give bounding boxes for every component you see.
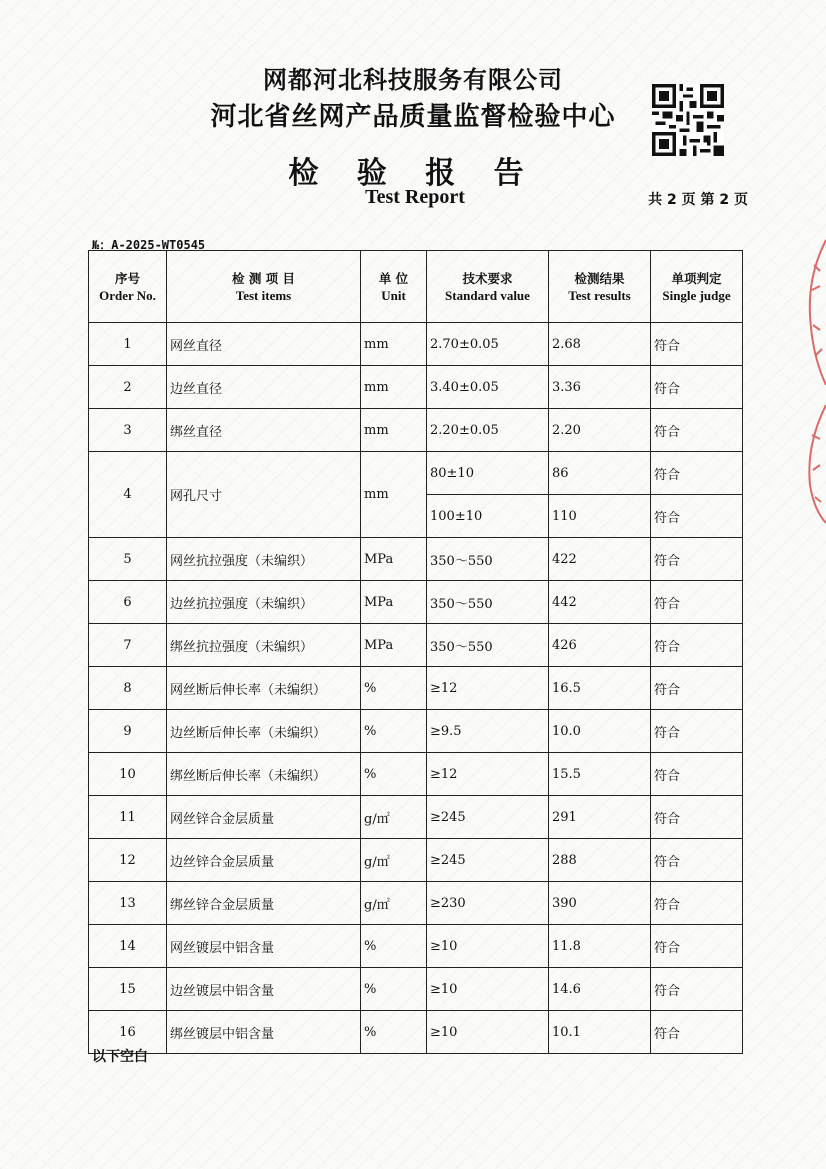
row-single-judge: 符合	[651, 409, 743, 452]
row-order-no: 3	[89, 409, 167, 452]
row-unit: mm	[361, 452, 427, 538]
table-body	[89, 323, 743, 1054]
report-title: 检 验 报 告	[288, 156, 538, 191]
row-standard-value: 350～550	[427, 624, 549, 667]
row-standard-value: 100±10	[427, 495, 549, 538]
row-single-judge: 符合	[651, 667, 743, 710]
table-row	[89, 753, 743, 796]
row-single-judge: 符合	[651, 796, 743, 839]
row-unit: mm	[361, 323, 427, 366]
row-standard-value: 3.40±0.05	[427, 366, 549, 409]
row-unit: %	[361, 753, 427, 796]
row-test-result: 86	[549, 452, 651, 495]
col-header-order: 序号 Order No.	[89, 251, 167, 323]
row-order-no: 16	[89, 1011, 167, 1054]
row-standard-value: ≥245	[427, 796, 549, 839]
row-single-judge: 符合	[651, 538, 743, 581]
row-test-result: 11.8	[549, 925, 651, 968]
report-number: №：A-2025-WT0545	[92, 238, 206, 252]
row-test-item: 边丝抗拉强度（未编织）	[167, 581, 361, 624]
table-row	[89, 1011, 743, 1054]
page-indicator: 共 2 页 第 2 页	[648, 192, 748, 208]
row-order-no: 5	[89, 538, 167, 581]
row-single-judge: 符合	[651, 366, 743, 409]
row-order-no: 13	[89, 882, 167, 925]
row-test-result: 426	[549, 624, 651, 667]
row-standard-value: 2.20±0.05	[427, 409, 549, 452]
row-test-result: 14.6	[549, 968, 651, 1011]
row-unit: %	[361, 968, 427, 1011]
row-unit: %	[361, 1011, 427, 1054]
row-single-judge: 符合	[651, 452, 743, 495]
row-unit: mm	[361, 366, 427, 409]
row-test-result: 110	[549, 495, 651, 538]
row-single-judge: 符合	[651, 710, 743, 753]
table-row	[89, 323, 743, 366]
table-row	[89, 710, 743, 753]
row-single-judge: 符合	[651, 1011, 743, 1054]
red-seal-stamp	[800, 235, 826, 525]
col-header-standard: 技术要求 Standard value	[427, 251, 549, 323]
row-unit: MPa	[361, 624, 427, 667]
table-row	[89, 581, 743, 624]
row-unit: g/㎡	[361, 839, 427, 882]
table-row	[89, 882, 743, 925]
row-standard-value: ≥245	[427, 839, 549, 882]
row-unit: %	[361, 710, 427, 753]
row-standard-value: ≥10	[427, 968, 549, 1011]
table-row	[89, 925, 743, 968]
table-row	[89, 839, 743, 882]
row-standard-value: 350～550	[427, 581, 549, 624]
row-test-result: 10.1	[549, 1011, 651, 1054]
row-test-result: 15.5	[549, 753, 651, 796]
row-single-judge: 符合	[651, 753, 743, 796]
col-header-unit: 单 位 Unit	[361, 251, 427, 323]
row-standard-value: 2.70±0.05	[427, 323, 549, 366]
row-order-no: 2	[89, 366, 167, 409]
row-order-no: 9	[89, 710, 167, 753]
row-test-item: 网丝抗拉强度（未编织）	[167, 538, 361, 581]
row-test-result: 288	[549, 839, 651, 882]
row-test-item: 网丝断后伸长率（未编织）	[167, 667, 361, 710]
table-row	[89, 968, 743, 1011]
table-row	[89, 366, 743, 409]
row-standard-value: ≥12	[427, 753, 549, 796]
row-order-no: 6	[89, 581, 167, 624]
table-row	[89, 667, 743, 710]
row-unit: %	[361, 667, 427, 710]
table-row	[89, 409, 743, 452]
row-order-no: 14	[89, 925, 167, 968]
row-order-no: 11	[89, 796, 167, 839]
row-single-judge: 符合	[651, 581, 743, 624]
report-title-en: Test Report	[365, 186, 465, 208]
row-test-item: 网丝锌合金层质量	[167, 796, 361, 839]
org-name-line1: 网都河北科技服务有限公司	[263, 66, 563, 94]
row-test-result: 16.5	[549, 667, 651, 710]
row-single-judge: 符合	[651, 323, 743, 366]
qr-code-icon	[652, 84, 724, 156]
col-header-judge: 单项判定 Single judge	[651, 251, 743, 323]
row-test-item: 网孔尺寸	[167, 452, 361, 538]
row-unit: g/㎡	[361, 882, 427, 925]
blank-below-note: 以下空白	[92, 1049, 148, 1065]
row-test-item: 边丝锌合金层质量	[167, 839, 361, 882]
row-order-no: 12	[89, 839, 167, 882]
row-unit: g/㎡	[361, 796, 427, 839]
row-order-no: 7	[89, 624, 167, 667]
row-test-result: 291	[549, 796, 651, 839]
table-row	[89, 624, 743, 667]
row-standard-value: ≥230	[427, 882, 549, 925]
row-single-judge: 符合	[651, 624, 743, 667]
row-single-judge: 符合	[651, 495, 743, 538]
table-header-row	[89, 251, 743, 323]
row-test-item: 绑丝断后伸长率（未编织）	[167, 753, 361, 796]
row-order-no: 1	[89, 323, 167, 366]
row-unit: MPa	[361, 581, 427, 624]
row-test-item: 边丝直径	[167, 366, 361, 409]
row-test-item: 绑丝抗拉强度（未编织）	[167, 624, 361, 667]
org-name-line2: 河北省丝网产品质量监督检验中心	[210, 102, 616, 132]
row-unit: mm	[361, 409, 427, 452]
row-test-item: 边丝镀层中铝含量	[167, 968, 361, 1011]
row-test-result: 422	[549, 538, 651, 581]
row-order-no: 10	[89, 753, 167, 796]
row-unit: %	[361, 925, 427, 968]
row-standard-value: ≥9.5	[427, 710, 549, 753]
row-test-result: 2.68	[549, 323, 651, 366]
row-test-result: 2.20	[549, 409, 651, 452]
row-standard-value: ≥12	[427, 667, 549, 710]
table-row	[89, 452, 743, 495]
row-test-item: 绑丝镀层中铝含量	[167, 1011, 361, 1054]
row-single-judge: 符合	[651, 968, 743, 1011]
row-test-result: 442	[549, 581, 651, 624]
row-test-result: 10.0	[549, 710, 651, 753]
results-table	[88, 250, 743, 1054]
row-order-no: 15	[89, 968, 167, 1011]
row-unit: MPa	[361, 538, 427, 581]
row-test-item: 网丝镀层中铝含量	[167, 925, 361, 968]
row-test-item: 绑丝锌合金层质量	[167, 882, 361, 925]
row-single-judge: 符合	[651, 839, 743, 882]
row-standard-value: ≥10	[427, 1011, 549, 1054]
table-row	[89, 796, 743, 839]
row-single-judge: 符合	[651, 882, 743, 925]
col-header-result: 检测结果 Test results	[549, 251, 651, 323]
row-test-result: 390	[549, 882, 651, 925]
row-standard-value: 350～550	[427, 538, 549, 581]
table-row	[89, 538, 743, 581]
row-order-no: 8	[89, 667, 167, 710]
row-standard-value: ≥10	[427, 925, 549, 968]
col-header-item: 检 测 项 目 Test items	[167, 251, 361, 323]
row-order-no: 4	[89, 452, 167, 538]
row-standard-value: 80±10	[427, 452, 549, 495]
row-single-judge: 符合	[651, 925, 743, 968]
row-test-item: 边丝断后伸长率（未编织）	[167, 710, 361, 753]
row-test-result: 3.36	[549, 366, 651, 409]
row-test-item: 绑丝直径	[167, 409, 361, 452]
row-test-item: 网丝直径	[167, 323, 361, 366]
